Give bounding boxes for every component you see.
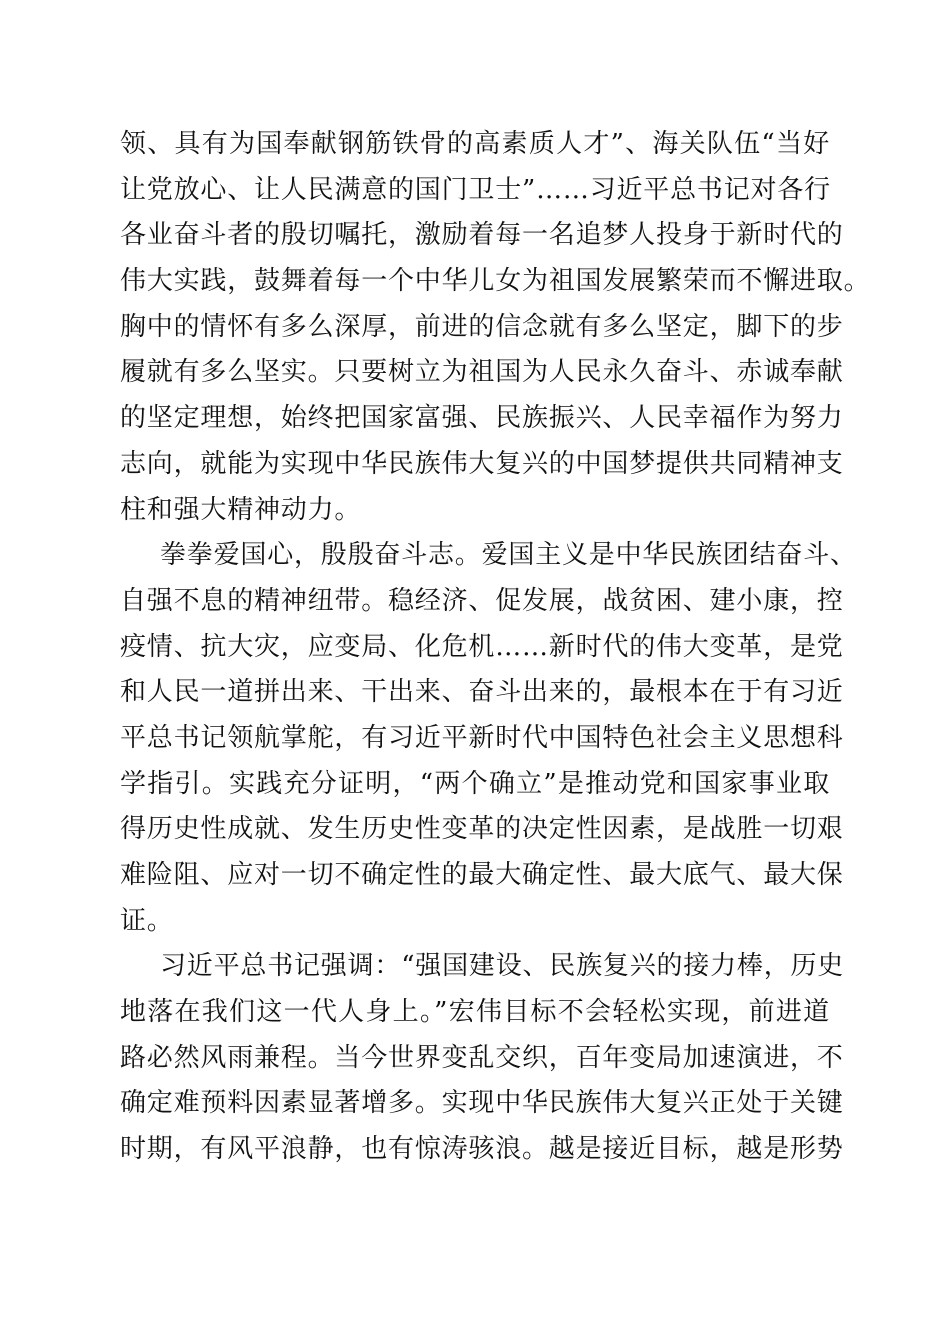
text-line: 和人民一道拼出来、干出来、奋斗出来的，最根本在于有习近	[120, 677, 844, 708]
text-line: 地落在我们这一代人身上。”宏伟目标不会轻松实现，前进道	[120, 997, 830, 1028]
text-line: 时期，有风平浪静，也有惊涛骇浪。越是接近目标，越是形势	[120, 1134, 844, 1165]
document-body	[120, 122, 871, 1173]
text-line: 学指引。实践充分证明，“两个确立”是推动党和国家事业取	[120, 768, 830, 799]
text-line: 志向，就能为实现中华民族伟大复兴的中国梦提供共同精神支	[120, 448, 844, 479]
text-line: 伟大实践，鼓舞着每一个中华儿女为祖国发展繁荣而不懈进取。	[120, 266, 871, 297]
text-line: 柱和强大精神动力。	[120, 494, 362, 525]
text-line: 让党放心、让人民满意的国门卫士”……习近平总书记对各行	[120, 174, 831, 205]
text-line: 胸中的情怀有多么深厚，前进的信念就有多么坚定，脚下的步	[120, 311, 844, 342]
text-line: 平总书记领航掌舵，有习近平新时代中国特色社会主义思想科	[120, 722, 844, 753]
paragraph-2	[120, 533, 857, 944]
text-line: 的坚定理想，始终把国家富强、民族振兴、人民幸福作为努力	[120, 403, 844, 434]
text-line: 得历史性成就、发生历史性变革的决定性因素，是战胜一切艰	[120, 814, 844, 845]
text-line: 履就有多么坚实。只要树立为祖国为人民永久奋斗、赤诚奉献	[120, 357, 844, 388]
text-line: 确定难预料因素显著增多。实现中华民族伟大复兴正处于关键	[120, 1088, 844, 1119]
text-line: 领、具有为国奉献钢筋铁骨的高素质人才”、海关队伍“当好	[120, 129, 830, 159]
text-line: 各业奋斗者的殷切嘱托，激励着每一名追梦人投身于新时代的	[120, 220, 844, 251]
paragraph-1	[120, 122, 871, 533]
text-line: 习近平总书记强调：“强国建设、民族复兴的接力棒，历史	[160, 951, 845, 982]
text-line: 疫情、抗大灾，应变局、化危机……新时代的伟大变革，是党	[120, 631, 844, 662]
paragraph-3	[120, 944, 845, 1172]
text-line: 证。	[120, 905, 174, 936]
text-line: 难险阻、应对一切不确定性的最大确定性、最大底气、最大保	[120, 860, 844, 890]
text-line: 路必然风雨兼程。当今世界变乱交织，百年变局加速演进，不	[120, 1042, 844, 1073]
text-line: 拳拳爱国心，殷殷奋斗志。爱国主义是中华民族团结奋斗、	[160, 540, 857, 571]
text-line: 自强不息的精神纽带。稳经济、促发展，战贫困、建小康，控	[120, 585, 844, 616]
